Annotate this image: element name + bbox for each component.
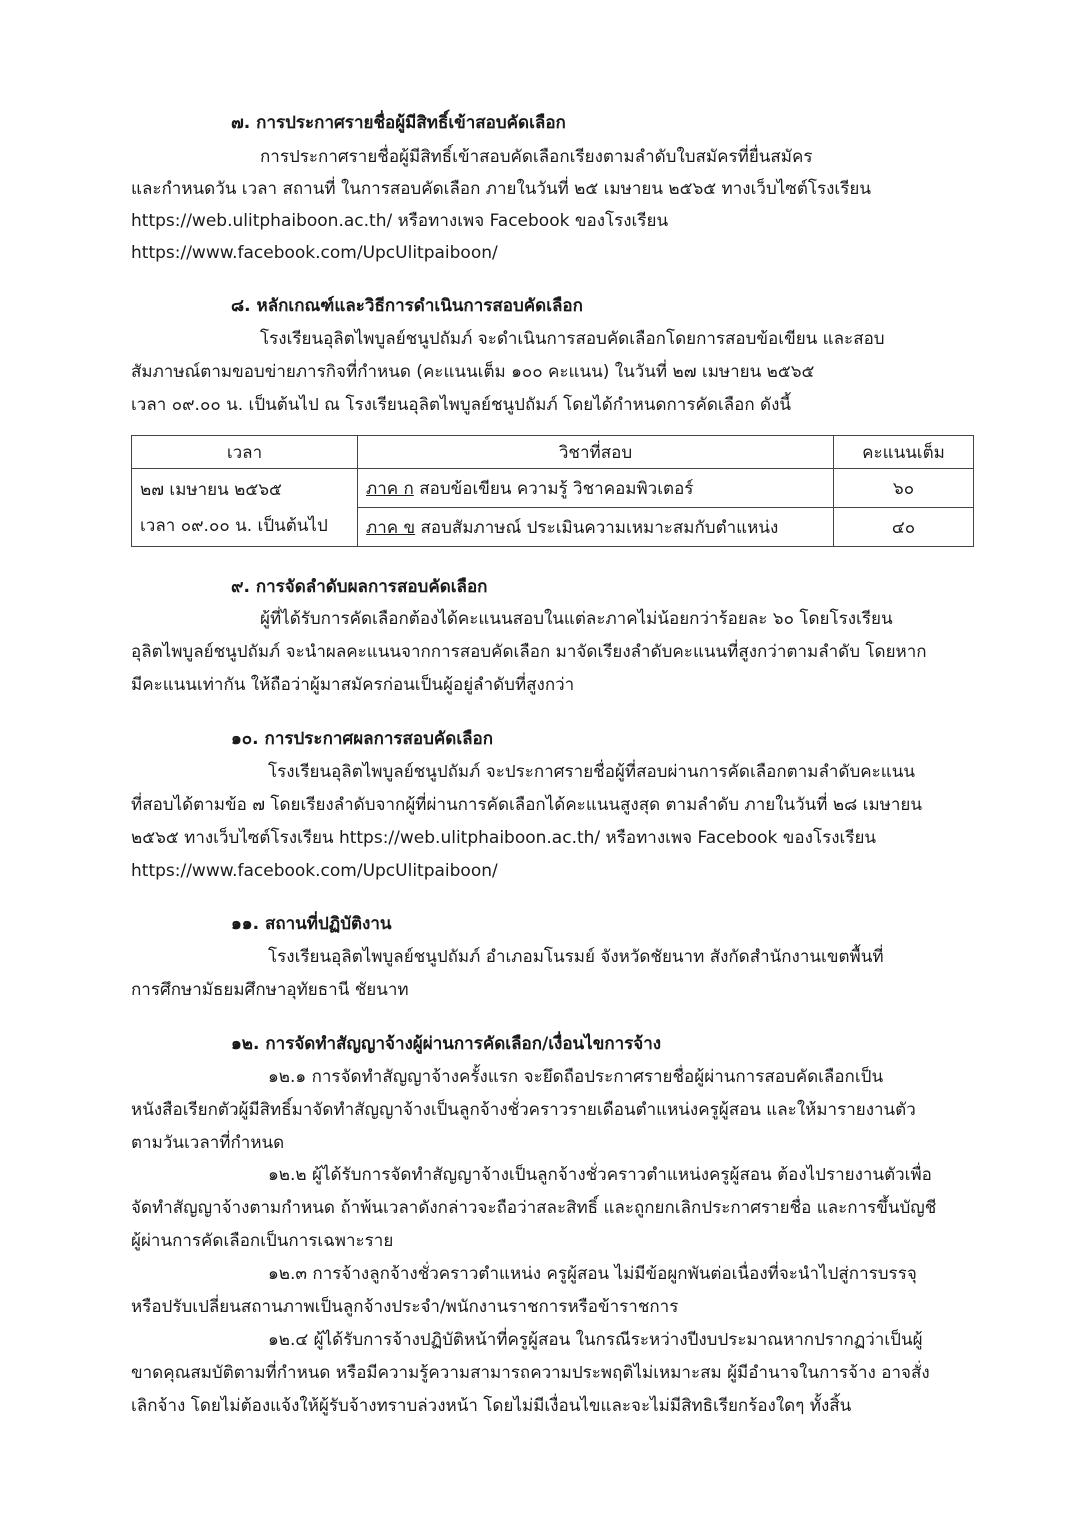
section-8-heading: ๘. หลักเกณฑ์และวิธีการดำเนินการสอบคัดเลือก [231, 296, 583, 316]
header-time: เวลา [132, 436, 358, 469]
section-11-line: การศึกษามัธยมศึกษาอุทัยธานี ชัยนาท [131, 980, 409, 1000]
section-9-line: มีคะแนนเท่ากัน ให้ถือว่าผู้มาสมัครก่อนเป็นผู้อยู่ลำดับที่สูงกว่า [131, 675, 575, 695]
header-subject: วิชาที่สอบ [358, 436, 834, 469]
section-8-line: โรงเรียนอุลิตไพบูลย์ชนูปถัมภ์ จะดำเนินการสอบคัดเลือกโดยการสอบข้อเขียน และสอบ [260, 329, 885, 349]
part-label: ภาค ก [366, 478, 414, 499]
section-12-heading: ๑๒. การจัดทำสัญญาจ้างผู้ผ่านการคัดเลือก/เงื่อนไขการจ้าง [231, 1034, 662, 1054]
table-header-row [132, 436, 974, 469]
part-label: ภาค ข [366, 517, 416, 538]
exam-time: เวลา ๐๙.๐๐ น. เป็นต้นไป [140, 515, 328, 536]
section-10-line: โรงเรียนอุลิตไพบูลย์ชนูปถัมภ์ จะประกาศรายชื่อผู้ที่สอบผ่านการคัดเลือกตามลำดับคะแนน [268, 762, 915, 782]
section-12-line: เลิกจ้าง โดยไม่ต้องแจ้งให้ผู้รับจ้างทราบล่วงหน้า โดยไม่มีเงื่อนไขและจะไม่มีสิทธิเรียกร้องใดๆ ทั้งสิ้น [131, 1396, 852, 1416]
section-7-line: และกำหนดวัน เวลา สถานที่ ในการสอบคัดเลือก ภายในวันที่ ๒๕ เมษายน ๒๕๖๕ ทางเว็บไซต์โรงเรียน [131, 179, 871, 199]
section-8-line: สัมภาษณ์ตามขอบข่ายภารกิจที่กำหนด (คะแนนเต็ม ๑๐๐ คะแนน) ในวันที่ ๒๗ เมษายน ๒๕๖๕ [131, 362, 815, 382]
section-12-line: ๑๒.๔ ผู้ได้รับการจ้างปฏิบัติหน้าที่ครูผู้สอน ในกรณีระหว่างปีงบประมาณหากปรากฏว่าเป็นผู้ [268, 1330, 923, 1350]
exam-date: ๒๗ เมษายน ๒๕๖๕ [140, 479, 282, 500]
section-10-line: ๒๕๖๕ ทางเว็บไซต์โรงเรียน https://web.ulitphaiboon.ac.th/ หรือทางเพจ Facebook ของโรงเรียน [131, 828, 877, 848]
exam-schedule-table [131, 435, 974, 547]
section-12-line: ๑๒.๓ การจ้างลูกจ้างชั่วคราวตำแหน่ง ครูผู้สอน ไม่มีข้อผูกพันต่อเนื่องที่จะนำไปสู่การบรรจุ [268, 1264, 917, 1284]
section-12-line: ผู้ผ่านการคัดเลือกเป็นการเฉพาะราย [131, 1231, 394, 1251]
section-12-line: ตามวันเวลาที่กำหนด [131, 1133, 285, 1153]
section-12-line: ๑๒.๒ ผู้ได้รับการจัดทำสัญญาจ้างเป็นลูกจ้างชั่วคราวตำแหน่งครูผู้สอน ต้องไปรายงานตัวเพื่อ [268, 1165, 932, 1185]
subject-cell [358, 508, 834, 547]
subject-cell [358, 469, 834, 508]
section-11-line: โรงเรียนอุลิตไพบูลย์ชนูปถัมภ์ อำเภอมโนรมย์ จังหวัดชัยนาท สังกัดสำนักงานเขตพื้นที่ [268, 947, 884, 967]
subject-text: สอบสัมภาษณ์ ประเมินความเหมาะสมกับตำแหน่ง [415, 517, 779, 538]
section-12-line: หนังสือเรียกตัวผู้มีสิทธิ์มาจัดทำสัญญาจ้างเป็นลูกจ้างชั่วคราวรายเดือนตำแหน่งครูผู้สอน และให้มารายงานตัว [131, 1100, 916, 1120]
section-7-line: การประกาศรายชื่อผู้มีสิทธิ์เข้าสอบคัดเลือกเรียงตามลำดับใบสมัครที่ยื่นสมัคร [260, 147, 813, 167]
score-cell: ๖๐ [834, 469, 974, 508]
table-row [132, 469, 974, 508]
section-7-heading: ๗. การประกาศรายชื่อผู้มีสิทธิ์เข้าสอบคัดเลือก [231, 113, 566, 133]
header-full-score: คะแนนเต็ม [834, 436, 974, 469]
section-12-line: หรือปรับเปลี่ยนสถานภาพเป็นลูกจ้างประจำ/พนักงานราชการหรือข้าราชการ [131, 1297, 679, 1317]
section-9-line: ผู้ที่ได้รับการคัดเลือกต้องได้คะแนนสอบในแต่ละภาคไม่น้อยกว่าร้อยละ ๖๐ โดยโรงเรียน [260, 609, 893, 629]
section-11-heading: ๑๑. สถานที่ปฏิบัติงาน [231, 914, 392, 934]
exam-time-cell [132, 469, 358, 547]
subject-text: สอบข้อเขียน ความรู้ วิชาคอมพิวเตอร์ [413, 478, 694, 499]
section-9-heading: ๙. การจัดลำดับผลการสอบคัดเลือก [231, 577, 488, 597]
section-12-line: จัดทำสัญญาจ้างตามกำหนด ถ้าพ้นเวลาดังกล่าวจะถือว่าสละสิทธิ์ และถูกยกเลิกประกาศรายชื่อ และการขึ้นบัญชี [131, 1198, 937, 1218]
section-12-line: ๑๒.๑ การจัดทำสัญญาจ้างครั้งแรก จะยึดถือประกาศรายชื่อผู้ผ่านการสอบคัดเลือกเป็น [268, 1067, 884, 1087]
section-10-heading: ๑๐. การประกาศผลการสอบคัดเลือก [231, 729, 494, 749]
section-10-line: ที่สอบได้ตามข้อ ๗ โดยเรียงลำดับจากผู้ที่ผ่านการคัดเลือกได้คะแนนสูงสุด ตามลำดับ ภายในวันที่ ๒๘ เมษายน [131, 795, 922, 815]
section-12-line: ขาดคุณสมบัติตามที่กำหนด หรือมีความรู้ความสามารถความประพฤติไม่เหมาะสม ผู้มีอำนาจในการจ้าง อาจสั่ง [131, 1363, 930, 1383]
section-7-line: https://www.facebook.com/UpcUlitpaiboon/ [131, 243, 498, 263]
score-cell: ๔๐ [834, 508, 974, 547]
section-9-line: อุลิตไพบูลย์ชนูปถัมภ์ จะนำผลคะแนนจากการสอบคัดเลือก มาจัดเรียงลำดับคะแนนที่สูงกว่าตามลำดับ โดยหาก [131, 642, 927, 662]
section-10-line: https://www.facebook.com/UpcUlitpaiboon/ [131, 861, 498, 881]
section-8-line: เวลา ๐๙.๐๐ น. เป็นต้นไป ณ โรงเรียนอุลิตไพบูลย์ชนูปถัมภ์ โดยได้กำหนดการคัดเลือก ดังนี้ [131, 395, 791, 415]
section-7-line: https://web.ulitphaiboon.ac.th/ หรือทางเพจ Facebook ของโรงเรียน [131, 211, 669, 231]
